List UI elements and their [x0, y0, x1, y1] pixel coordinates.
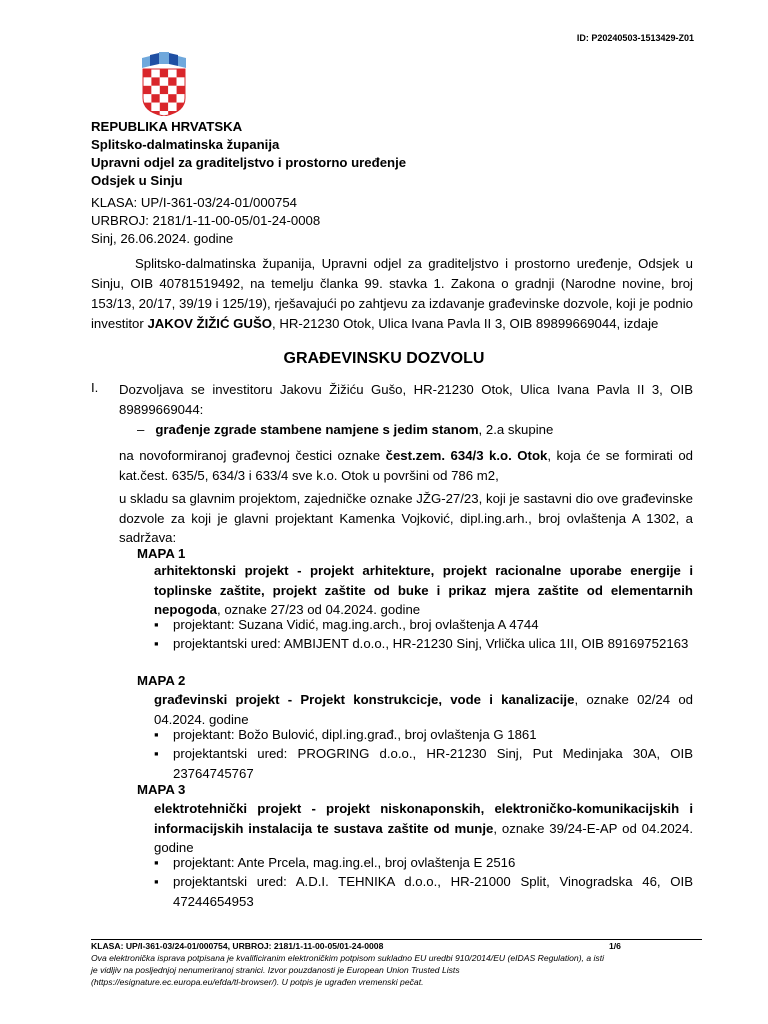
header-line: Upravni odjel za graditeljstvo i prostorno uređenje: [91, 155, 407, 170]
place-date: Sinj, 26.06.2024. godine: [91, 231, 234, 246]
list-item: ▪ projektantski ured: A.D.I. TEHNIKA d.o.o., HR-21000 Split, Vinogradska 46, OIB 47244654953: [154, 874, 693, 909]
section-number: I.: [91, 380, 99, 395]
list-item: ▪ projektant: Suzana Vidić, mag.ing.arch., broj ovlaštenja A 4744: [154, 617, 539, 632]
list-item: ▪ projektant: Ante Prcela, mag.ing.el., broj ovlaštenja E 2516: [154, 855, 516, 870]
allow-paragraph: Dozvoljava se investitoru Jakovu Žižiću Gušo, HR-21230 Otok, Ulica Ivana Pavla II 3, OIB 89899669044:: [119, 382, 693, 417]
footer-reference: KLASA: UP/I-361-03/24-01/000754, URBROJ: 2181/1-11-00-05/01-24-0008: [91, 941, 384, 951]
header-line: Splitsko-dalmatinska županija: [91, 137, 280, 152]
e-signature-note: Ova elektronička isprava potpisana je kvalificiranim elektroničkim potpisom sukladno EU uredbi 910/2014/EU (eIDAS Regulation), a isti je vidljiv na posljednjoj nenumeriranoj stranici. Izvor pouzdanosti je European Union Trusted Lists (https://esignature.ec.europa.eu/efda/tl-browser/). U potpis je ugrađen vremenski pečat.: [91, 953, 605, 987]
page-number: 1/6: [609, 941, 621, 951]
urbroj-line: URBROJ: 2181/1-11-00-05/01-24-0008: [91, 213, 321, 228]
document-title: GRAĐEVINSKU DOZVOLU: [283, 350, 485, 367]
header-line: REPUBLIKA HRVATSKA: [91, 119, 243, 134]
project-paragraph: u skladu sa glavnim projektom, zajedničke oznake JŽG-27/23, koji je sastavni dio ove građevinske dozvole za koji je glavni projektant Kamenka Vojković, dipl.ing.arh., broj ovlaštenja A 1302, a sadržava:: [119, 491, 693, 545]
mapa-heading: MAPA 3: [137, 782, 186, 797]
mapa-heading: MAPA 2: [137, 673, 186, 688]
mapa-description: arhitektonski projekt - projekt arhitekture, projekt racionalne uporabe energije i toplinske zaštite, projekt zaštite od buke i prikaz mjera zaštite od elementarnih nepogoda, oznake 27/23 od 04.2024. godine: [154, 563, 693, 617]
klasa-line: KLASA: UP/I-361-03/24-01/000754: [91, 195, 298, 210]
croatian-coat-of-arms-icon: [140, 52, 188, 116]
mapa-heading: MAPA 1: [137, 546, 186, 561]
parcel-paragraph: na novoformiranoj građevnoj čestici oznake čest.zem. 634/3 k.o. Otok, koja će se formirati od kat.čest. 635/5, 634/3 i 633/4 sve k.o. Otok u površini od 786 m2,: [119, 448, 693, 483]
building-line: – građenje zgrade stambene namjene s jedim stanom, 2.a skupine: [137, 422, 554, 437]
issuer-header: [91, 118, 406, 190]
footer-divider: [91, 939, 702, 940]
header-line: Odsjek u Sinju: [91, 173, 183, 188]
list-item: ▪ projektantski ured: AMBIJENT d.o.o., HR-21230 Sinj, Vrlička ulica 1II, OIB 89169752163: [154, 636, 689, 651]
reference-block: [91, 194, 320, 248]
list-item: ▪ projektant: Božo Bulović, dipl.ing.građ., broj ovlaštenja G 1861: [154, 727, 537, 742]
mapa-description: elektrotehnički projekt - projekt niskonaponskih, elektroničko-komunikacijskih i informacijskih instalacija te sustava zaštite od munje, oznake 39/24-E-AP od 04.2024. godine: [154, 801, 694, 855]
list-item: ▪ projektantski ured: PROGRING d.o.o., HR-21230 Sinj, Put Medinjaka 30A, OIB 23764745767: [154, 746, 693, 781]
intro-paragraph: Splitsko-dalmatinska županija, Upravni odjel za graditeljstvo i prostorno uređenje, Odsjek u Sinju, OIB 40781519492, na temelju članka 99. stavka 1. Zakona o gradnji (Narodne novine, broj 153/13, 20/17, 39/19 i 125/19), rješavajući po zahtjevu za izdavanje građevinske dozvole, koji je podnio investitor JAKOV ŽIŽIĆ GUŠO, HR-21230 Otok, Ulica Ivana Pavla II 3, OIB 89899669044, izdaje: [91, 256, 693, 331]
investor-name: JAKOV ŽIŽIĆ GUŠO: [147, 316, 272, 331]
document-id: ID: P20240503-1513429-Z01: [576, 33, 694, 43]
mapa-description: građevinski projekt - Projekt konstrukcicje, vode i kanalizacije, oznake 02/24 od 04.2024. godine: [154, 692, 693, 727]
